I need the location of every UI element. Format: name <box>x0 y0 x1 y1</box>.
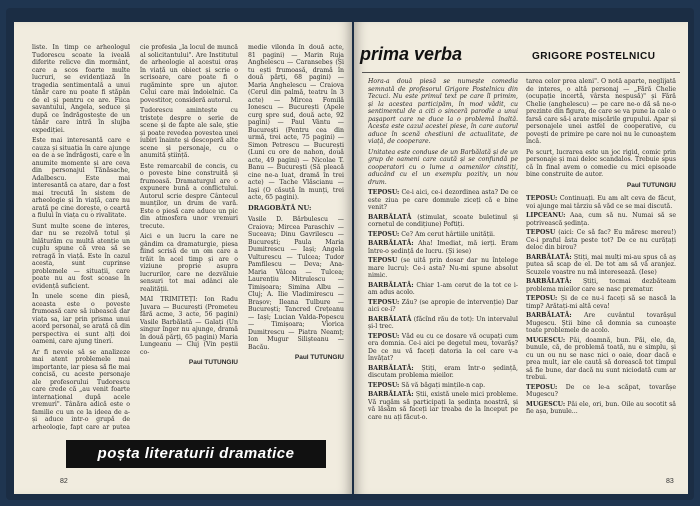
speaker-name: BARBĂLATĂ: <box>368 391 414 398</box>
speaker-name: BARBĂLATĂ <box>368 315 412 323</box>
dialogue-line <box>526 195 676 210</box>
article-title: prima verba <box>360 44 463 64</box>
speaker-name: TEPOSU: <box>526 383 558 391</box>
speech-text: Să vă băgați mințile-n cap. <box>399 381 486 389</box>
dialogue-line <box>526 337 676 382</box>
speaker-name: BARBĂLATĂ: <box>368 240 414 247</box>
dialogue-line <box>368 231 518 239</box>
right-column-2 <box>526 78 676 476</box>
dialogue-line <box>368 391 518 421</box>
speech-text: Știți, mai mulți mi-au spus că aș putea să scap de el. De tot am să vă aranjez. Scuzele voastre nu mă interesează. (Iese) <box>526 253 676 276</box>
dialogue-line <box>526 212 676 227</box>
speech-text: Aha! Imediat, mă ierți. Eram între-o ședință de lucru. (Și iese) <box>368 240 518 255</box>
right-column-1 <box>368 78 518 476</box>
section-heading: DRAGOBĂTĂ NU: <box>248 203 312 212</box>
speaker-name: TEPOSU: <box>368 381 400 389</box>
speaker-name: BARBĂLATĂ: <box>368 281 414 289</box>
dialogue-line <box>368 333 518 363</box>
dialogue-line <box>368 257 518 280</box>
paragraph: Este remarcabil de concis, cu o poveste bine construită și frumoasă. Dramaturgul are o expunere bună a conflictului. Autorul scrie despre Cântecul munților, un drum de vară. Este o piesă care aduce un pic din atmosfera unor vremuri trecute. <box>140 162 238 230</box>
speaker-name: TEPOSU: <box>526 195 558 202</box>
speech-text: Știți, eram într-o ședință, discutam problema mieilor. <box>368 364 518 379</box>
speech-text: (aici: Ce să fac? Eu măresc mereu!) Ce-i praful ăsta peste tot? De ce nu curățați deloc din birou? <box>526 229 676 251</box>
signature: Paul TUTUNGIU <box>294 354 344 361</box>
dialogue-line <box>526 295 676 310</box>
dialogue-line <box>526 384 676 399</box>
dialogue-line <box>368 299 518 314</box>
paragraph: Unitatea este conduse de un Barbălată și de un grup de oameni care caută și se confundă pe cooperatori cu o lume a oamenilor cinstiți, aducând cu el un exemplu pozitiv, un nou drum. <box>368 148 518 186</box>
left-column-1 <box>32 44 130 430</box>
speaker-name: TEPOSU: <box>368 189 400 196</box>
speech-text: (făcînd rău de tot): Un intervalul și-l trec. <box>368 315 518 330</box>
speaker-name: TEPOSU <box>526 229 556 236</box>
dialogue-line <box>526 278 676 293</box>
book-spread <box>6 8 694 500</box>
speech-text: Știți, tocmai dezbăteam problema mieilor care se nasc prematur. <box>526 278 676 293</box>
paragraph: Ar fi nevoie să se analizeze mai atent problemele mai importante, iar piesa să fie mai concisă, cu aceste personaje ale profesorului Tudorescu care crede că „au venit foarte internațional după acele vremuri". Tânăra adică este o familie cu un ce la ideea de a-și aduce intr-o grupă de arheologie, fapt care ar putea <box>32 348 130 430</box>
title-rule <box>362 72 680 73</box>
speech-text: Chiar 1-am cerut de la tot ce i-am adus acolo. <box>368 281 518 296</box>
speech-text: Zău? (se apropie de intervenție) Dar aici ce-i? <box>368 298 518 313</box>
dialogue-line <box>368 282 518 297</box>
speaker-name: TEPOSU: <box>526 295 558 302</box>
speech-text: Văd eu cu ce dosare vă ocupați cum era domnia. Ce-i aici pe degetul meu, tovarăș? De ce nu vă faceți datoria la cel care v-a învățat? <box>368 332 518 362</box>
paragraph: cie profesia „la locul de muncă al solicitantului". Are Institutul de arheologie al acestui oraș în viață un obiect și scrie o scrisoare, care poate fi o rugăminte spre un ajutor. Celui care mai îndoielnic. Ca povestitor, consideră autorul. <box>140 44 238 104</box>
speaker-name: MUGESCU: <box>526 400 566 408</box>
right-page <box>354 22 688 494</box>
paragraph: medie vilonda în două acte, 81 pagini) — Marin Ruja Anghelescu — Caransebeș (Și tu ești frumoasă, dramă în două părți, 68 pagini) — Maria Anghelescu — Craiova (Cerul din palmă, teatru în 3 acte) — Mircea Fomilă Ionescu — București (Apele curg spre sud, două acte, 92 pagini) — Paul Vântu — București (Pentru cea din urmă, trei acte, 75 pagini) — Simon Petrescu — București (Luni cu ore de nahon, două acte, 49 pagini) — Nicolae T. Banu — București (Să pleacă cine ne-a luat, dramă în trei acte) — Tache Vlăscianu — Iași (O căsuță în munți, trei acte, 65 pagini). <box>248 44 344 201</box>
speech-text: Aaa, cum să nu. Numai să se potrivească ședința. <box>526 212 676 227</box>
speech-text: Păi ele, ori, bun. Oile au socotit să fie așa, bunule... <box>526 400 676 415</box>
speech-text: De ce le-a scăpat, tovarășe Mugescu? <box>526 383 676 398</box>
speaker-name: BARBĂLATĂ: <box>526 312 572 319</box>
speech-text: Are cuvântul tovarășul Mugescu. Știi bine că domnia sa cunoaște toate problemele de acolo. <box>526 312 676 334</box>
paragraph: Aici e un lucru la care ne gândim ca dramaturgie, piesa fiind scrisă de un om care a trăit în acel timp și are o viziune proprie asupra lucrurilor, care ne dezvăluie sensuri tot mai adânci ale realității. <box>140 233 238 293</box>
speaker-name: BARBĂLATĂ: <box>368 364 414 372</box>
paragraph: Vasile D. Bărbulescu — Craiova; Mircea Paraschiv — Suceava; Dinu Gavrilescu — București; Paula Maria Dumitrescu — Iași; Angela Vulturescu — Tulcea; Tudor Pamfilescu — Deva; Ana-Maria Vâlcea — Tulcea; Laurențiu Mitrulescu — Timișoara; Simina Albu — Cluj; A. Ilie Vladimirescu — Brașov; Ileana Tulbure — București; Tancred Crețeanu — Iași; Lucian Valda-Popescu — Timișoara; Viorica Dumitrescu — Piatra Neamț; Ion Mugur Silișteanu — Bacău. <box>248 216 344 351</box>
paragraph: Este mai interesantă care e cauza și situația în care ajunge ea de a se îndrăgosti, care e în anumite momente și are ceva din personajul Tănăsache, Adalbescu. Este mai interesantă ca atare, dar a fost mai trecută în sistem de arheologie și în viață, care nu arată pe cine dorește, o ceartă a fiului în viața cu o rivalitate. <box>32 137 130 219</box>
speaker-name: TEPOSU <box>368 257 398 264</box>
speaker-name: LIPCEANU: <box>526 212 566 219</box>
section-banner: poșta literaturii dramatice <box>66 440 326 468</box>
left-page <box>14 22 352 494</box>
speaker-name: BARBĂLATĂ: <box>526 278 572 285</box>
dialogue-line <box>526 229 676 252</box>
left-column-3 <box>248 44 344 430</box>
speaker-name: BARBĂLATĂ <box>368 213 412 221</box>
speaker-name: BARBĂLATĂ: <box>526 253 572 261</box>
paragraph: Sunt multe scene de interes, dar nu se rezolvă totul și înlăturăm cu multă atenție un cuplu spune că vrea să se retragă în viață. Este în cazul acesta, sunt cuprinse problemele — situații, care poate nu au fost scoase în evidență suficient. <box>32 222 130 290</box>
dialogue-line <box>526 401 676 416</box>
dialogue-line <box>368 365 518 380</box>
article-author: GRIGORE POSTELNICU <box>532 51 656 62</box>
dialogue-line <box>368 316 518 331</box>
speaker-name: TEPOSU: <box>368 298 400 306</box>
speaker-name: MUGESCU: <box>526 336 566 344</box>
speech-text: Păi, doamnă, bun. Păi, ele, da, bunule, că, de problemă toată, nu e simplu, și cu un ou nu se nasc nici o oaie, doar dacă e prea mult, iar ele caută să dorească tot timpul să fie bune, dar dacă nu sunt niciodată cum ar trebui. <box>526 336 676 381</box>
paragraph: liste. În timp ce arheologul Tudorescu scoate la iveală diferite relicve din mormânt, care a scos foarte multe lucruri, se evidențiază în tragedia sentimentală a unui tânăr care nu poate fi stăpân de el și pentru ce are. Fiica savantului, Angela, seduce și după ce îndrăgostește de un tânăr care intră în slujba expediției. <box>32 44 130 134</box>
dialogue-line <box>526 312 676 335</box>
paragraph: Pe scurt, lucrarea este un joc rigid, comic prin personaje și mai deloc scandalos. Trebuie spus că în final avem o comedie cu mici episoade bine construite de autor. <box>526 148 676 178</box>
speaker-name: TEPOSU: <box>368 332 400 340</box>
speaker-name: TEPOSU: <box>368 230 400 238</box>
left-column-2 <box>140 44 238 430</box>
paragraph: tarea celor prea aleni". O notă aparte, neglijată de interes, o altă personaj — „Fără Chelie (ocupație incertă, vârsta nespusă)" și Fără Chelie (anghelescu) — pe care ne-o dă să ne-o prezinte din figura, de care se va pune la cale o farsă care să-i arate mișcările grupului. Apar și personajele unei astfel de cooperative, cu povești de primire pe care noi nu le cunoaștem încă. <box>526 78 676 145</box>
speech-text: Continuați. Eu am alt ceva de făcut, voi ajunge mai târziu să văd ce se mai discută. <box>526 195 676 210</box>
dialogue-line <box>368 214 518 229</box>
speech-text: Știi, există unele mici probleme. Vă rugăm să participați la ședința noastră, și vă lăsăm să faceți iar treaba de la început pe care nu ați făcut-o. <box>368 391 518 421</box>
paragraph: Tudorescu amintește cu tristețe despre o serie de scene și de fapte ale sale, știe și poate revedea povestea unei iubiri înainte și descoperă alte scene și personaje, cu o anumită știință. <box>140 107 238 159</box>
dialogue-line <box>368 189 518 212</box>
paragraph: MAI TRIMITEȚI: Ion Radu Juvara — București (Prometeu fără acme, 3 acte, 56 pagini) Vasile Barbălată — Galați (Un singur înger nu ajunge, dramă în două părți, 65 pagini) Maria Lungeanu — Cluj (Vin peștii co- <box>140 296 238 356</box>
signature: Paul TUTUNGIU <box>188 359 238 366</box>
paragraph: Hora-a două piesă se numește comedia semnată de profesorul Grigore Postelnicu din Tecuci. Nu este primul text pe care îl primim, și la acestea participăm, în mod vădit, cu sentimentul de a citi o sinceră parodie a unui pașaport care ne duce la o problemă înaltă. Acesta este cazul acestei piese, în care autorul aduce în scenă chestiuni de actualitate, de viață, de cooperare. <box>368 78 518 145</box>
signature: Paul TUTUNGIU <box>626 181 676 189</box>
speech-text: Ce? Am cerut hârtiile unității. <box>399 230 495 238</box>
paragraph: În unele scene din piesă, aceasta este o poveste frumoasă care să iubească dar viața sa, iar prin prisma unui acord personal, se arată că din perspectiva ei sunt alți doi oameni, care ajung tineri. <box>32 293 130 345</box>
speech-text: Și de ce nu-i faceți să se nască la timp? Arătați-mi altă ceva! <box>526 295 676 310</box>
dialogue-line <box>368 382 518 390</box>
page-number: 82 <box>60 478 68 485</box>
page-number: 83 <box>666 478 674 485</box>
speech-text: Ce-i aici, ce-i dezordinea asta? De ce este ziua pe care domnule ziceți că e bine venit? <box>368 189 518 211</box>
dialogue-line <box>368 240 518 255</box>
speech-text: (stimulat, scoate buletinul și cornetul de condițiune) Poftiți. <box>368 213 518 228</box>
dialogue-line <box>526 254 676 277</box>
speech-text: (se uită prin dosar dar nu înțelege mare lucru): Ce-i asta? Nu-mi spune absolut nimic. <box>368 257 518 279</box>
